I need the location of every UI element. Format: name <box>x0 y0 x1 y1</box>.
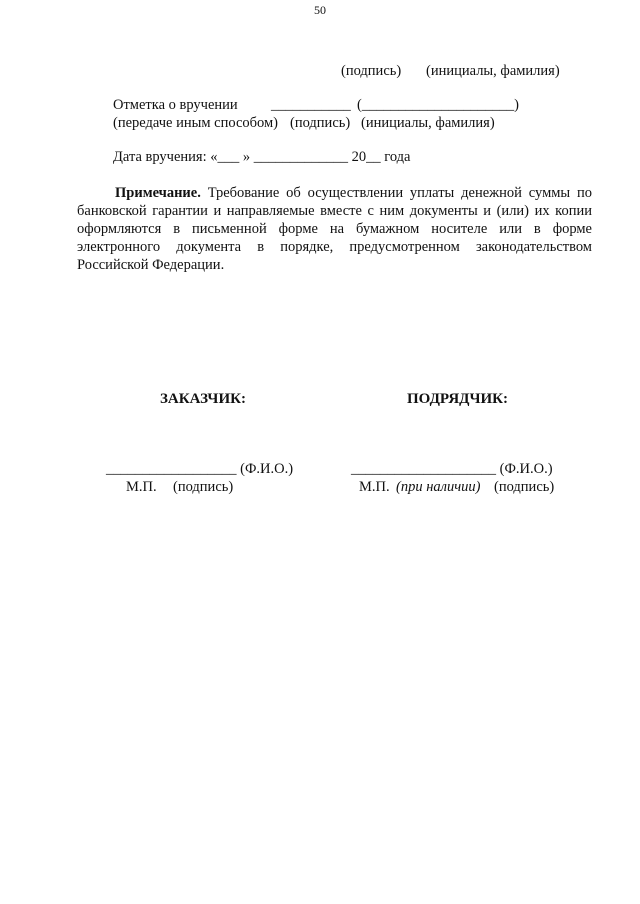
page-number: 50 <box>314 3 326 17</box>
customer-stamp-label: М.П. <box>126 479 157 495</box>
customer-heading: ЗАКАЗЧИК: <box>160 391 246 407</box>
initials-caption: (инициалы, фамилия) <box>426 63 560 79</box>
delivery-signature-caption: (подпись) <box>290 115 351 131</box>
contractor-name-line: ____________________ (Ф.И.О.) <box>351 461 553 477</box>
delivery-signature-blank: ___________ <box>271 97 351 113</box>
delivery-method-caption: (передаче иным способом) <box>113 115 279 131</box>
customer-name-line: __________________ (Ф.И.О.) <box>106 461 294 477</box>
delivery-mark-label: Отметка о вручении <box>113 97 238 113</box>
note-paragraph <box>77 184 592 274</box>
contractor-heading: ПОДРЯДЧИК: <box>407 391 509 407</box>
delivery-date-line: Дата вручения: «___ » _____________ 20__ года <box>113 149 411 165</box>
contractor-signature-caption: (подпись) <box>494 479 555 495</box>
delivery-initials-caption: (инициалы, фамилия) <box>361 115 495 131</box>
note-text: Требование об осуществлении уплаты денежной суммы по банковской гарантии и направляемые вместе с ним документы и (или) их копии оформляются в письменной форме на бумажном носителе или в форме электронного документа в порядке, предусмотренном законодательством Российской Федерации. <box>77 185 592 273</box>
customer-signature-caption: (подпись) <box>173 479 234 495</box>
note-label: Примечание. <box>115 185 201 201</box>
contractor-stamp-label: М.П. <box>359 479 390 495</box>
signature-caption: (подпись) <box>341 63 402 79</box>
contractor-if-any-caption: (при наличии) <box>396 479 481 495</box>
delivery-name-blank: (_____________________) <box>357 97 519 113</box>
